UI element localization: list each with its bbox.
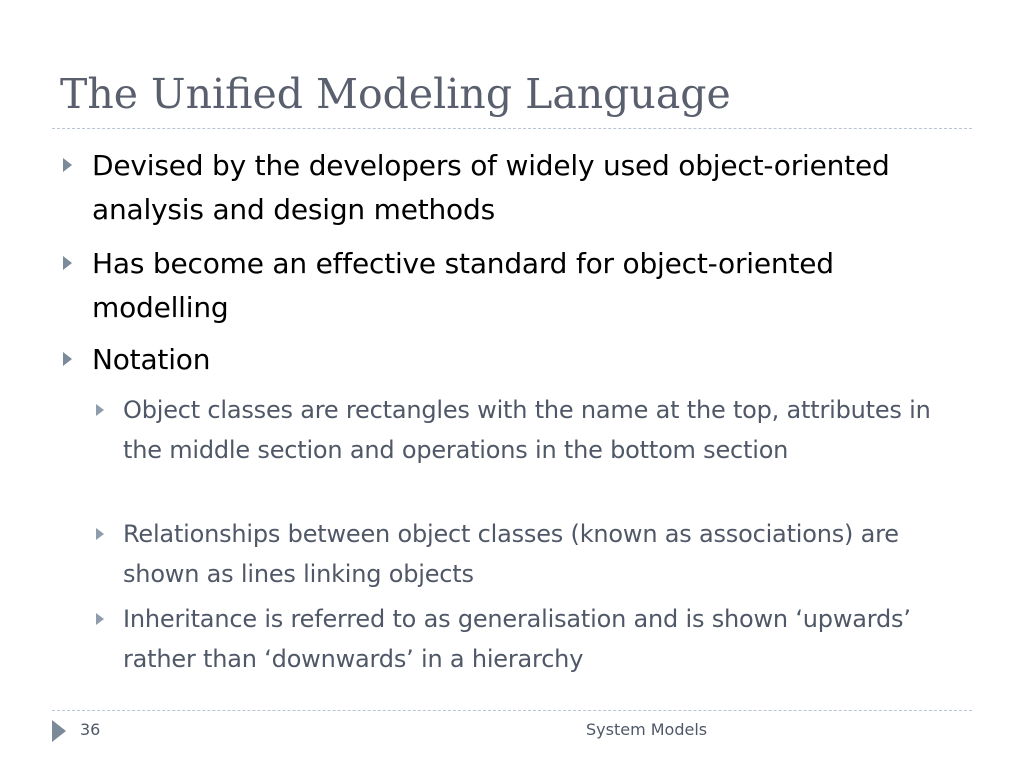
bullet-1: Devised by the developers of widely used object-oriented analysis and design methods xyxy=(92,149,890,226)
title-divider xyxy=(52,128,972,129)
slide-title: The Unified Modeling Language xyxy=(60,70,731,118)
bullet-arrow-icon xyxy=(63,256,72,270)
bullet-arrow-icon xyxy=(63,158,72,172)
footer-divider xyxy=(52,710,972,711)
bullet-2: Has become an effective standard for object-oriented modelling xyxy=(92,247,834,324)
sub-bullet-arrow-icon xyxy=(96,404,104,416)
sub-bullet-3: Inheritance is referred to as generalisation and is shown ‘upwards’ rather than ‘downwards’ in a hierarchy xyxy=(123,605,911,673)
bullet-arrow-icon xyxy=(63,352,72,366)
footer-arrow-icon xyxy=(52,720,66,742)
bullet-3: Notation xyxy=(92,343,211,376)
footer-title: System Models xyxy=(586,720,708,739)
sub-bullet-arrow-icon xyxy=(96,528,104,540)
sub-bullet-arrow-icon xyxy=(96,613,104,625)
page-number: 36 xyxy=(80,720,101,739)
sub-bullet-1: Object classes are rectangles with the name at the top, attributes in the middle section and operations in the bottom section xyxy=(123,396,931,464)
sub-bullet-2: Relationships between object classes (known as associations) are shown as lines linking objects xyxy=(123,520,899,588)
